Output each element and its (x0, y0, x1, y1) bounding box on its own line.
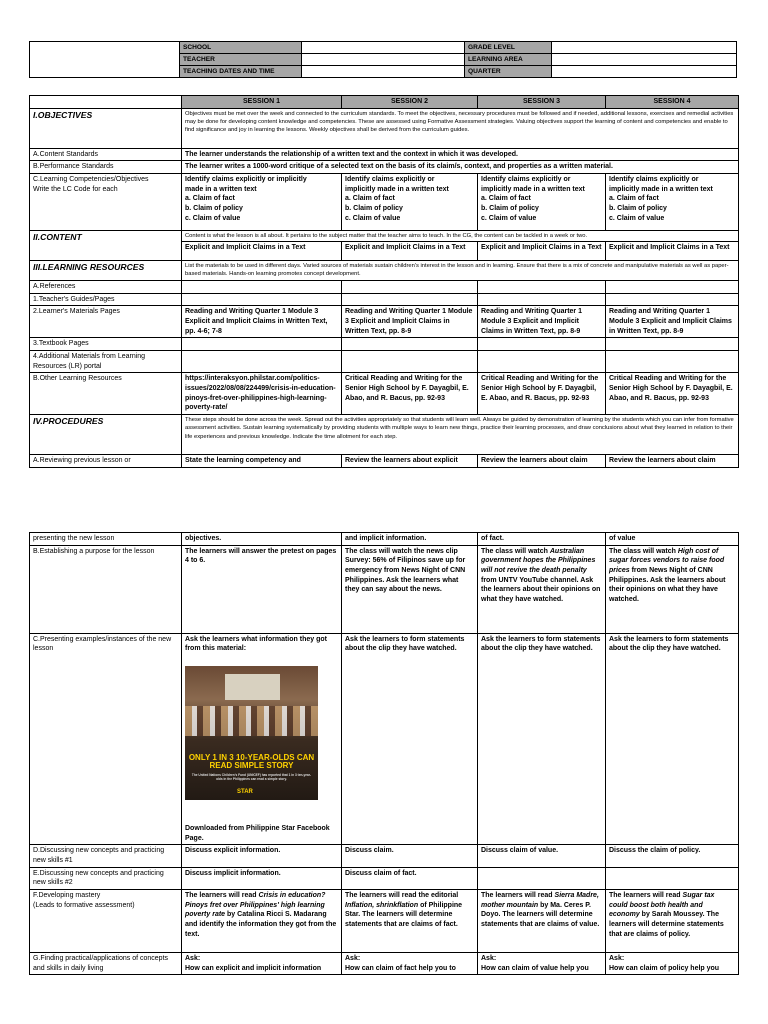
area-field (552, 54, 737, 66)
references-label: A.References (30, 281, 182, 294)
mastery-s2-b: of Philippine Star. The learners will determine statements that are claims of fact. (345, 901, 463, 928)
applications-s3-ask: Ask: (481, 954, 497, 962)
lm-s2: Reading and Writing Quarter 1 Module 3 Explicit and Implicit Claims in Written Text, pp. 8-9 (342, 306, 478, 338)
content-text: Content is what the lesson is all about. It pertains to the subject matter that the teacher aims to teach. In the CG, the content can be tackled in a week or two. (182, 230, 739, 241)
mastery-s1-b: by Catalina Ricci S. Madarang and identify the information they got from the text. (185, 911, 337, 938)
presenting-examples-label: C.Presenting examples/instances of the new lesson (30, 633, 182, 845)
comp-s2-line-1: Identify claims explicitly or (345, 175, 435, 183)
objectives-text: Objectives must be met over the week and connected to the curriculum standards. To meet the objectives, necessary procedures must be followed and if needed, additional lessons, exercises and remedial activities may be done for developing content knowledge and competencies. These are assessed using Formative Assessment strategies. Valuing objectives support the learning of content and competencies and enable to find significance and joy in learning the lessons. Weekly objectives shall be derived from the curriculum guides. (182, 108, 739, 148)
area-label: LEARNING AREA (465, 54, 552, 66)
cell (182, 351, 342, 373)
school-field (302, 42, 465, 54)
reviewing-s1: State the learning competency and (182, 455, 342, 468)
header-table (29, 41, 737, 78)
comp-s2-line-2: implicitly made in a written text (345, 185, 449, 193)
purpose-s3-a: The class will watch (481, 547, 550, 555)
applications-s3-text: How can claim of value help you (481, 964, 589, 972)
other-resources-label: B.Other Learning Resources (30, 373, 182, 415)
news-poster-image (185, 666, 318, 800)
examples-s1 (182, 633, 342, 845)
mastery-s4-title: Sugar tax could boost both health and economy (609, 891, 715, 919)
developing-mastery-label (30, 889, 182, 952)
poster-chalkboard (225, 674, 280, 700)
additional-materials-label: 4.Additional Materials from Learning Resources (LR) portal (30, 351, 182, 373)
content-title: II.CONTENT (30, 230, 182, 260)
purpose-s3 (478, 545, 606, 633)
mastery-s1 (182, 889, 342, 952)
discussing-1-label: D.Discussing new concepts and practicing new skills #1 (30, 845, 182, 867)
comp-s3-policy: b. Claim of policy (481, 204, 539, 212)
reviewing-s3: Review the learners about claim (478, 455, 606, 468)
competencies-label-line-1: C.Learning Competencies/Objectives (33, 175, 149, 183)
other-s2: Critical Reading and Writing for the Senior High School by F. Dayagbil, E. Abao, and R. Bacus, pp. 92-93 (342, 373, 478, 415)
comp-s4-line-1: Identify claims explicitly or (609, 175, 699, 183)
applications-s2-text: How can claim of fact help you to (345, 964, 456, 972)
reviewing-label-cont: presenting the new lesson (30, 533, 182, 546)
lm-s1: Reading and Writing Quarter 1 Module 3 Explicit and Implicit Claims in Written Text, pp. 4-6; 7-8 (182, 306, 342, 338)
mastery-s3-b: by Ma. Ceres P. Doyo. The learners will determine statements that are claims of value. (481, 901, 600, 928)
content-s2: Explicit and Implicit Claims in a Text (342, 242, 478, 261)
cell (606, 281, 739, 294)
session-1-header: SESSION 1 (182, 96, 342, 109)
reviewing-s1-cont: objectives. (182, 533, 342, 546)
applications-s3 (478, 952, 606, 974)
mastery-s4-a: The learners will read (609, 891, 683, 899)
discussing-2-label: E.Discussing new concepts and practicing new skills #2 (30, 867, 182, 889)
mastery-s3-a: The learners will read (481, 891, 555, 899)
comp-s4-value: c. Claim of value (609, 214, 665, 222)
discussing-2-s4 (606, 867, 739, 889)
competencies-label (30, 173, 182, 230)
competencies-s2 (342, 173, 478, 230)
applications-s4-ask: Ask: (609, 954, 625, 962)
cell (182, 338, 342, 351)
cell (182, 293, 342, 306)
comp-s2-value: c. Claim of value (345, 214, 401, 222)
cell (606, 338, 739, 351)
mastery-s4-b: by Sarah Moussey. The learners will determine statements that are claims of policy. (609, 911, 724, 938)
session-3-header: SESSION 3 (478, 96, 606, 109)
poster-students (185, 706, 318, 736)
comp-s1-value: c. Claim of value (185, 214, 241, 222)
lm-s3: Reading and Writing Quarter 1 Module 3 Explicit and Implicit Claims in Written Text, pp. 8-9 (478, 306, 606, 338)
purpose-s4 (606, 545, 739, 633)
comp-s2-policy: b. Claim of policy (345, 204, 403, 212)
mastery-s3-title: Sierra Madre, mother mountain (481, 891, 599, 909)
discussing-1-s3: Discuss claim of value. (478, 845, 606, 867)
other-s4: Critical Reading and Writing for the Senior High School by F. Dayagbil, E. Abao, and R. Bacus, pp. 92-93 (606, 373, 739, 415)
purpose-s3-title: Australian government hopes the Philippines will not revive the death penalty (481, 547, 596, 574)
examples-s1-caption: Downloaded from Philippine Star Facebook Page. (185, 824, 330, 842)
mastery-s1-title: Crisis in education? Pinoys fret over Philippines' high learning poverty rate (185, 891, 326, 919)
mastery-s2-a: The learners will read the editorial (345, 891, 459, 899)
purpose-s3-b: from UNTV YouTube channel. Ask the learners about their opinions on what they have watched. (481, 576, 601, 603)
examples-s3: Ask the learners to form statements about the clip they have watched. (478, 633, 606, 845)
applications-s1-text: How can explicit and implicit information (185, 964, 322, 972)
dates-field (302, 66, 465, 78)
mastery-s4 (606, 889, 739, 952)
applications-s1-ask: Ask: (185, 954, 201, 962)
examples-s2: Ask the learners to form statements about the clip they have watched. (342, 633, 478, 845)
cell (606, 351, 739, 373)
dates-label: TEACHING DATES AND TIME (180, 66, 302, 78)
comp-s3-fact: a. Claim of fact (481, 195, 531, 203)
logo-cell (30, 42, 180, 78)
procedures-title: IV.PROCEDURES (30, 415, 182, 455)
cell (478, 351, 606, 373)
competencies-label-line-2: Write the LC Code for each (33, 185, 118, 193)
applications-s4 (606, 952, 739, 974)
comp-s3-line-1: Identify claims explicitly or (481, 175, 571, 183)
mastery-label-line-1: F.Developing mastery (33, 891, 101, 899)
applications-s2 (342, 952, 478, 974)
teacher-field (302, 54, 465, 66)
competencies-s3 (478, 173, 606, 230)
cell (478, 338, 606, 351)
cell (342, 281, 478, 294)
purpose-s4-title: High cost of sugar forces vendors to raise food prices (609, 547, 725, 574)
other-s1-link[interactable]: https://interaksyon.philstar.com/politics-issues/2022/08/08/224499/crisis-in-education-pinoys-fret-over-philippines-high-learning-poverty-rate/ (182, 373, 342, 415)
performance-standards-text: The learner writes a 1000-word critique of a selected text on the basis of its claim/s, context, and properties as a written material. (182, 161, 739, 174)
discussing-2-s3 (478, 867, 606, 889)
cell (606, 293, 739, 306)
teachers-guide-label: 1.Teacher's Guides/Pages (30, 293, 182, 306)
plan-table-top (29, 95, 739, 468)
comp-s3-value: c. Claim of value (481, 214, 537, 222)
content-s3: Explicit and Implicit Claims in a Text (478, 242, 606, 261)
discussing-1-s1: Discuss explicit information. (182, 845, 342, 867)
quarter-label: QUARTER (465, 66, 552, 78)
mastery-s1-a: The learners will read (185, 891, 259, 899)
establishing-purpose-label: B.Establishing a purpose for the lesson (30, 545, 182, 633)
session-4-header: SESSION 4 (606, 96, 739, 109)
textbook-label: 3.Textbook Pages (30, 338, 182, 351)
purpose-s1: The learners will answer the pretest on pages 4 to 6. (182, 545, 342, 633)
poster-fine-print: The United Nations Children's Fund (UNICEF) has reported that 1 in 3 ten-year-olds in the Philippines can read a simple story. (191, 772, 312, 781)
comp-s1-line-2: made in a written text (185, 185, 257, 193)
comp-s3-line-2: implicitly made in a written text (481, 185, 585, 193)
teacher-label: TEACHER (180, 54, 302, 66)
content-standards-text: The learner understands the relationship of a written text and the context in which it was developed. (182, 148, 739, 161)
content-s1: Explicit and Implicit Claims in a Text (182, 242, 342, 261)
cell (342, 293, 478, 306)
cell (478, 293, 606, 306)
mastery-s3 (478, 889, 606, 952)
applications-s4-text: How can claim of policy help you (609, 964, 720, 972)
cell (478, 281, 606, 294)
comp-s4-fact: a. Claim of fact (609, 195, 659, 203)
poster-star-logo: STAR (237, 788, 253, 795)
content-standards-label: A.Content Standards (30, 148, 182, 161)
resources-title: III.LEARNING RESOURCES (30, 261, 182, 281)
comp-s1-fact: a. Claim of fact (185, 195, 235, 203)
comp-s4-policy: b. Claim of policy (609, 204, 667, 212)
reviewing-s3-cont: of fact. (478, 533, 606, 546)
purpose-s2: The class will watch the news clip Survey: 56% of Filipinos save up for emergency from News Night of CNN Philippines. Ask the learners what they can say about the news. (342, 545, 478, 633)
reviewing-label: A.Reviewing previous lesson or (30, 455, 182, 468)
discussing-1-s2: Discuss claim. (342, 845, 478, 867)
cell (182, 281, 342, 294)
finding-applications-label: G.Finding practical/applications of concepts and skills in daily living (30, 952, 182, 974)
procedures-text: These steps should be done across the week. Spread out the activities appropriately so that students will learn well. Always be guided by demonstration of learning by the students which you can infer from formative assessment activities. Sustain learning systematically by providing students with multiple ways to learn new things, practice their learning processes, and draw conclusions about what they learned in relation to their life experiences and previous knowledge. Indicate the time allotment for each step. (182, 415, 739, 455)
performance-standards-label: B.Performance Standards (30, 161, 182, 174)
discussing-2-s2: Discuss claim of fact. (342, 867, 478, 889)
mastery-s2-title: Inflation, shrinkflation (345, 901, 419, 909)
plan-table-bottom (29, 532, 739, 975)
applications-s1 (182, 952, 342, 974)
examples-s4: Ask the learners to form statements about the clip they have watched. (606, 633, 739, 845)
other-s3: Critical Reading and Writing for the Senior High School by F. Dayagbil, E. Abao, and R. Bacus, pp. 92-93 (478, 373, 606, 415)
resources-text: List the materials to be used in different days. Varied sources of materials sustain children's interest in the lesson and in learning. Ensure that there is a mix of concrete and manipulative materials as well as paper-based materials. Hands-on learning promotes concept development. (182, 261, 739, 281)
reviewing-s2: Review the learners about explicit (342, 455, 478, 468)
comp-s1-line-1: Identify claims explicitly or implicitly (185, 175, 307, 183)
reviewing-s2-cont: and implicit information. (342, 533, 478, 546)
comp-s2-fact: a. Claim of fact (345, 195, 395, 203)
purpose-s4-b: from News Night of CNN Philippines. Ask the learners about their opinions on what they have watched. (609, 566, 726, 603)
mastery-label-line-2: (Leads to formative assessment) (33, 901, 135, 909)
quarter-field (552, 66, 737, 78)
competencies-s4 (606, 173, 739, 230)
school-label: SCHOOL (180, 42, 302, 54)
objectives-title: I.OBJECTIVES (30, 108, 182, 148)
purpose-s4-a: The class will watch (609, 547, 678, 555)
comp-s4-line-2: implicitly made in a written text (609, 185, 713, 193)
cell (342, 338, 478, 351)
session-2-header: SESSION 2 (342, 96, 478, 109)
mastery-s2 (342, 889, 478, 952)
discussing-2-s1: Discuss implicit information. (182, 867, 342, 889)
reviewing-s4: Review the learners about claim (606, 455, 739, 468)
discussing-1-s4: Discuss the claim of policy. (606, 845, 739, 867)
lm-s4: Reading and Writing Quarter 1 Module 3 Explicit and Implicit Claims in Written Text, pp. 8-9 (606, 306, 739, 338)
poster-headline: ONLY 1 IN 3 10-YEAR-OLDS CAN READ SIMPLE STORY (188, 752, 315, 771)
comp-s1-policy: b. Claim of policy (185, 204, 243, 212)
competencies-s1 (182, 173, 342, 230)
examples-s1-text: Ask the learners what information they got from this material: (185, 635, 327, 653)
grade-label: GRADE LEVEL (465, 42, 552, 54)
blank-header-cell (30, 96, 182, 109)
content-s4: Explicit and Implicit Claims in a Text (606, 242, 739, 261)
learners-materials-label: 2.Learner's Materials Pages (30, 306, 182, 338)
reviewing-s4-cont: of value (606, 533, 739, 546)
grade-field (552, 42, 737, 54)
applications-s2-ask: Ask: (345, 954, 361, 962)
cell (342, 351, 478, 373)
